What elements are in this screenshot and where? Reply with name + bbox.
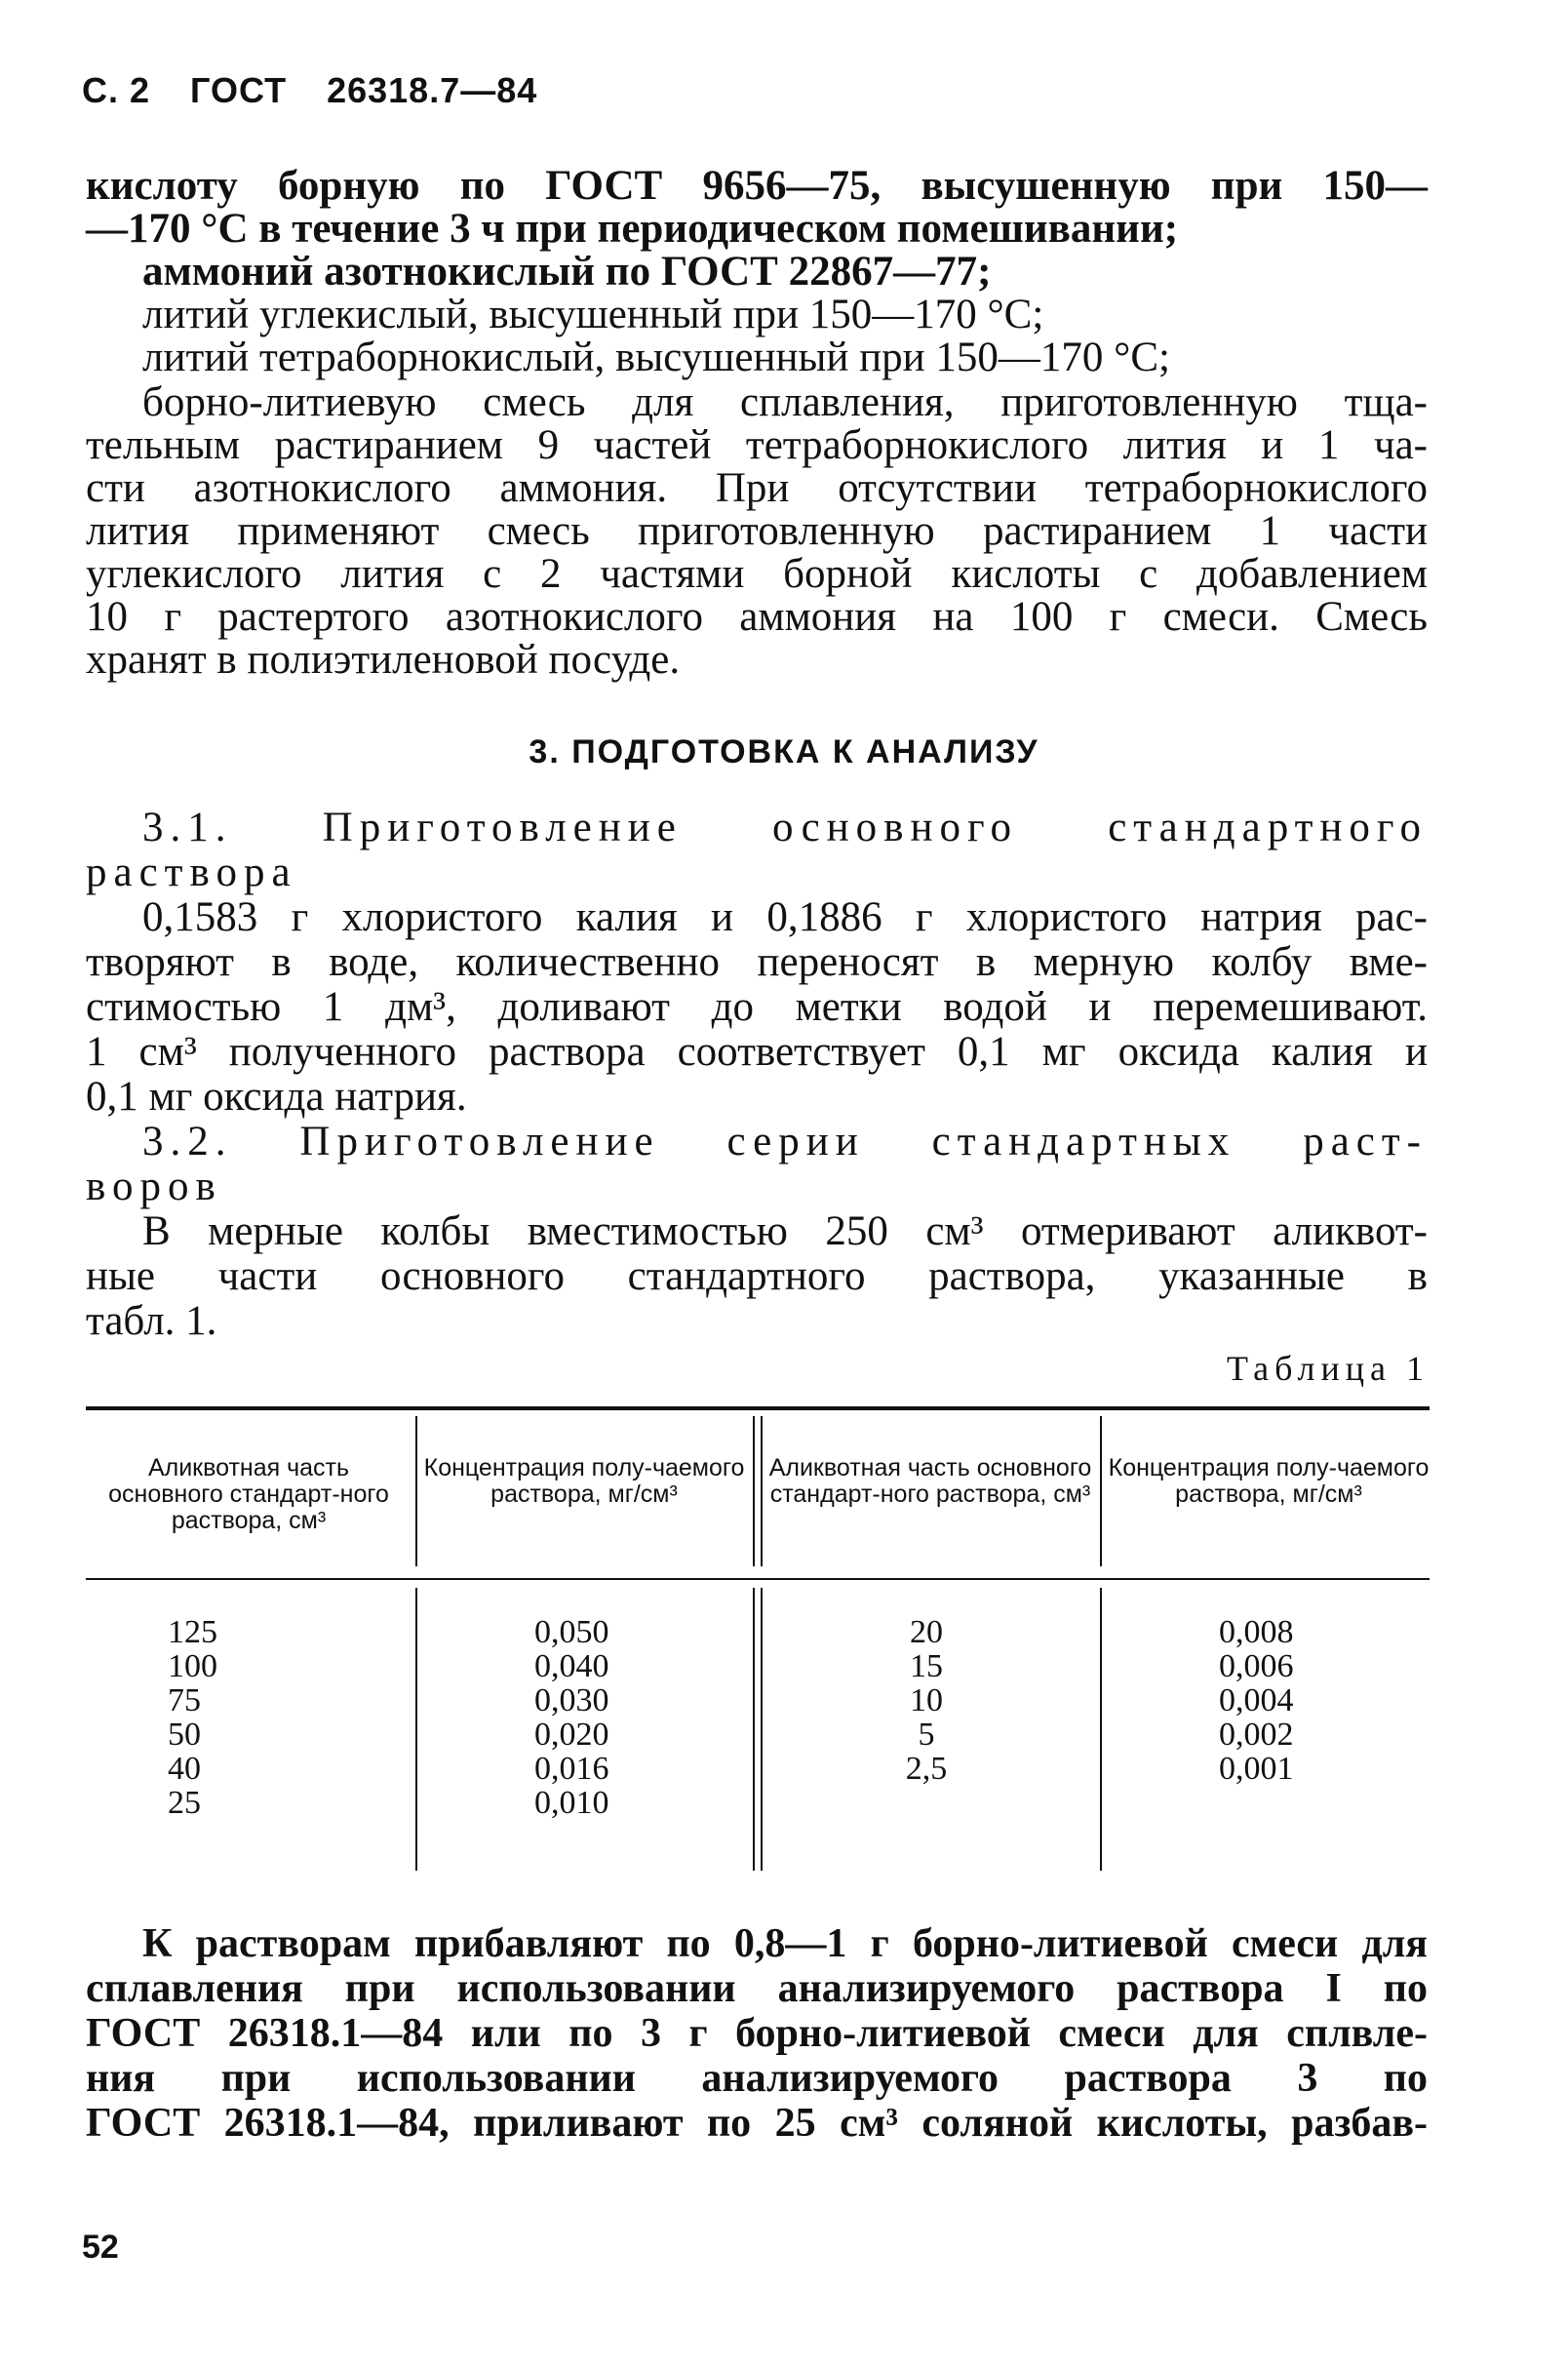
subsection-title: раствора bbox=[86, 849, 297, 895]
table-cell: 0,040 bbox=[534, 1648, 609, 1684]
table-column-aliquot-right bbox=[905, 1615, 948, 1786]
intro-line: хранят в полиэтиленовой посуде. bbox=[86, 637, 681, 683]
table-cell: 0,030 bbox=[534, 1682, 609, 1718]
table-col-divider bbox=[415, 1588, 417, 1871]
header-page: С. 2 bbox=[82, 70, 151, 110]
table-header-cell: Аликвотная часть основного стандарт-ного раствора, см³ bbox=[768, 1454, 1092, 1508]
table-cell: 100 bbox=[168, 1648, 217, 1684]
table-cell: 15 bbox=[910, 1648, 943, 1684]
running-header bbox=[82, 70, 567, 111]
outro-line: сплавления при использовании анализируемого раствора I по bbox=[86, 1966, 1428, 2011]
page-number: 52 bbox=[82, 2229, 119, 2266]
intro-line: борно-литиевую смесь для сплавления, приготовленную тща- bbox=[142, 379, 1428, 425]
table-column-aliquot-left bbox=[168, 1615, 217, 1820]
subsection-title: воров bbox=[86, 1164, 222, 1209]
table-cell: 0,008 bbox=[1219, 1614, 1294, 1650]
table-column-conc-left bbox=[534, 1615, 609, 1820]
table-cell: 0,002 bbox=[1219, 1717, 1294, 1753]
intro-line: —170 °С в течение 3 ч при периодическом помешивании; bbox=[86, 206, 1179, 252]
table-double-divider bbox=[753, 1416, 755, 1566]
intro-line: 10 г растертого азотнокислого аммония на 100 г смеси. Смесь bbox=[86, 594, 1428, 640]
table-cell: 75 bbox=[168, 1682, 201, 1718]
table-header-rule bbox=[86, 1578, 1430, 1580]
table-cell: 0,020 bbox=[534, 1717, 609, 1753]
table-cell: 2,5 bbox=[905, 1751, 948, 1787]
intro-line: кислоту борную по ГОСТ 9656—75, высушенную при 150— bbox=[86, 163, 1428, 209]
table-cell: 40 bbox=[168, 1751, 201, 1787]
outro-line: К растворам прибавляют по 0,8—1 г борно-литиевой смеси для bbox=[142, 1921, 1428, 1966]
intro-line: литий углекислый, высушенный при 150—170 °С; bbox=[142, 292, 1044, 337]
body-line: В мерные колбы вместимостью 250 см³ отмеривают аликвот- bbox=[142, 1208, 1428, 1254]
table-caption: Таблица 1 bbox=[1227, 1349, 1430, 1388]
outro-line: ГОСТ 26318.1—84 или по 3 г борно-литиевой смеси для сплвле- bbox=[86, 2011, 1428, 2056]
intro-line: углекислого лития с 2 частями борной кислоты с добавлением bbox=[86, 551, 1428, 597]
table-cell: 0,004 bbox=[1219, 1682, 1294, 1718]
table-column-conc-right bbox=[1219, 1615, 1294, 1786]
table-cell: 0,050 bbox=[534, 1614, 609, 1650]
body-line: 0,1 мг оксида натрия. bbox=[86, 1074, 467, 1120]
intro-line: тельным растиранием 9 частей тетраборнокислого лития и 1 ча- bbox=[86, 422, 1428, 468]
table-col-divider bbox=[415, 1416, 417, 1566]
body-line: ные части основного стандартного раствора, указанные в bbox=[86, 1253, 1428, 1299]
outro-line: ния при использовании анализируемого раствора 3 по bbox=[86, 2056, 1428, 2101]
table-cell: 10 bbox=[910, 1682, 943, 1718]
outro-line: ГОСТ 26318.1—84, приливают по 25 см³ соляной кислоты, разбав- bbox=[86, 2101, 1428, 2146]
table-top-rule bbox=[86, 1406, 1430, 1410]
table-cell: 5 bbox=[918, 1717, 935, 1753]
subsection-title: 3.1. Приготовление основного стандартного bbox=[142, 805, 1428, 850]
body-line: 0,1583 г хлористого калия и 0,1886 г хлористого натрия рас- bbox=[142, 894, 1428, 940]
header-number: 26318.7—84 bbox=[327, 70, 538, 110]
body-line: 1 см³ полученного раствора соответствует 0,1 мг оксида калия и bbox=[86, 1029, 1428, 1075]
table-col-divider bbox=[1100, 1416, 1102, 1566]
body-line: стимостью 1 дм³, доливают до метки водой и перемешивают. bbox=[86, 984, 1428, 1030]
body-line: творяют в воде, количественно переносят в мерную колбу вме- bbox=[86, 939, 1428, 985]
intro-line: аммоний азотнокислый по ГОСТ 22867—77; bbox=[142, 249, 992, 295]
table-cell: 25 bbox=[168, 1785, 201, 1821]
header-standard: ГОСТ bbox=[190, 70, 288, 110]
table-col-divider bbox=[1100, 1588, 1102, 1871]
table-cell: 0,016 bbox=[534, 1751, 609, 1787]
intro-line: лития применяют смесь приготовленную растиранием 1 части bbox=[86, 508, 1428, 554]
table-header-cell: Концентрация полу-чаемого раствора, мг/см³ bbox=[1108, 1454, 1430, 1508]
table-cell: 50 bbox=[168, 1717, 201, 1753]
table-double-divider bbox=[761, 1416, 763, 1566]
table-header-cell: Аликвотная часть основного стандарт-ного раствора, см³ bbox=[108, 1454, 389, 1534]
table-cell: 0,001 bbox=[1219, 1751, 1294, 1787]
body-line: табл. 1. bbox=[86, 1298, 217, 1344]
table-double-divider bbox=[761, 1588, 763, 1871]
section-heading: 3. ПОДГОТОВКА К АНАЛИЗУ bbox=[529, 733, 1039, 770]
table-cell: 0,010 bbox=[534, 1785, 609, 1821]
table-cell: 0,006 bbox=[1219, 1648, 1294, 1684]
intro-line: сти азотнокислого аммония. При отсутствии тетраборнокислого bbox=[86, 465, 1428, 511]
table-cell: 20 bbox=[910, 1614, 943, 1650]
table-header-cell: Концентрация полу-чаемого раствора, мг/см³ bbox=[423, 1454, 745, 1508]
table-cell: 125 bbox=[168, 1614, 217, 1650]
table-double-divider bbox=[753, 1588, 755, 1871]
intro-line: литий тетраборнокислый, высушенный при 150—170 °С; bbox=[142, 335, 1170, 380]
subsection-title: 3.2. Приготовление серии стандартных раст- bbox=[142, 1119, 1428, 1165]
